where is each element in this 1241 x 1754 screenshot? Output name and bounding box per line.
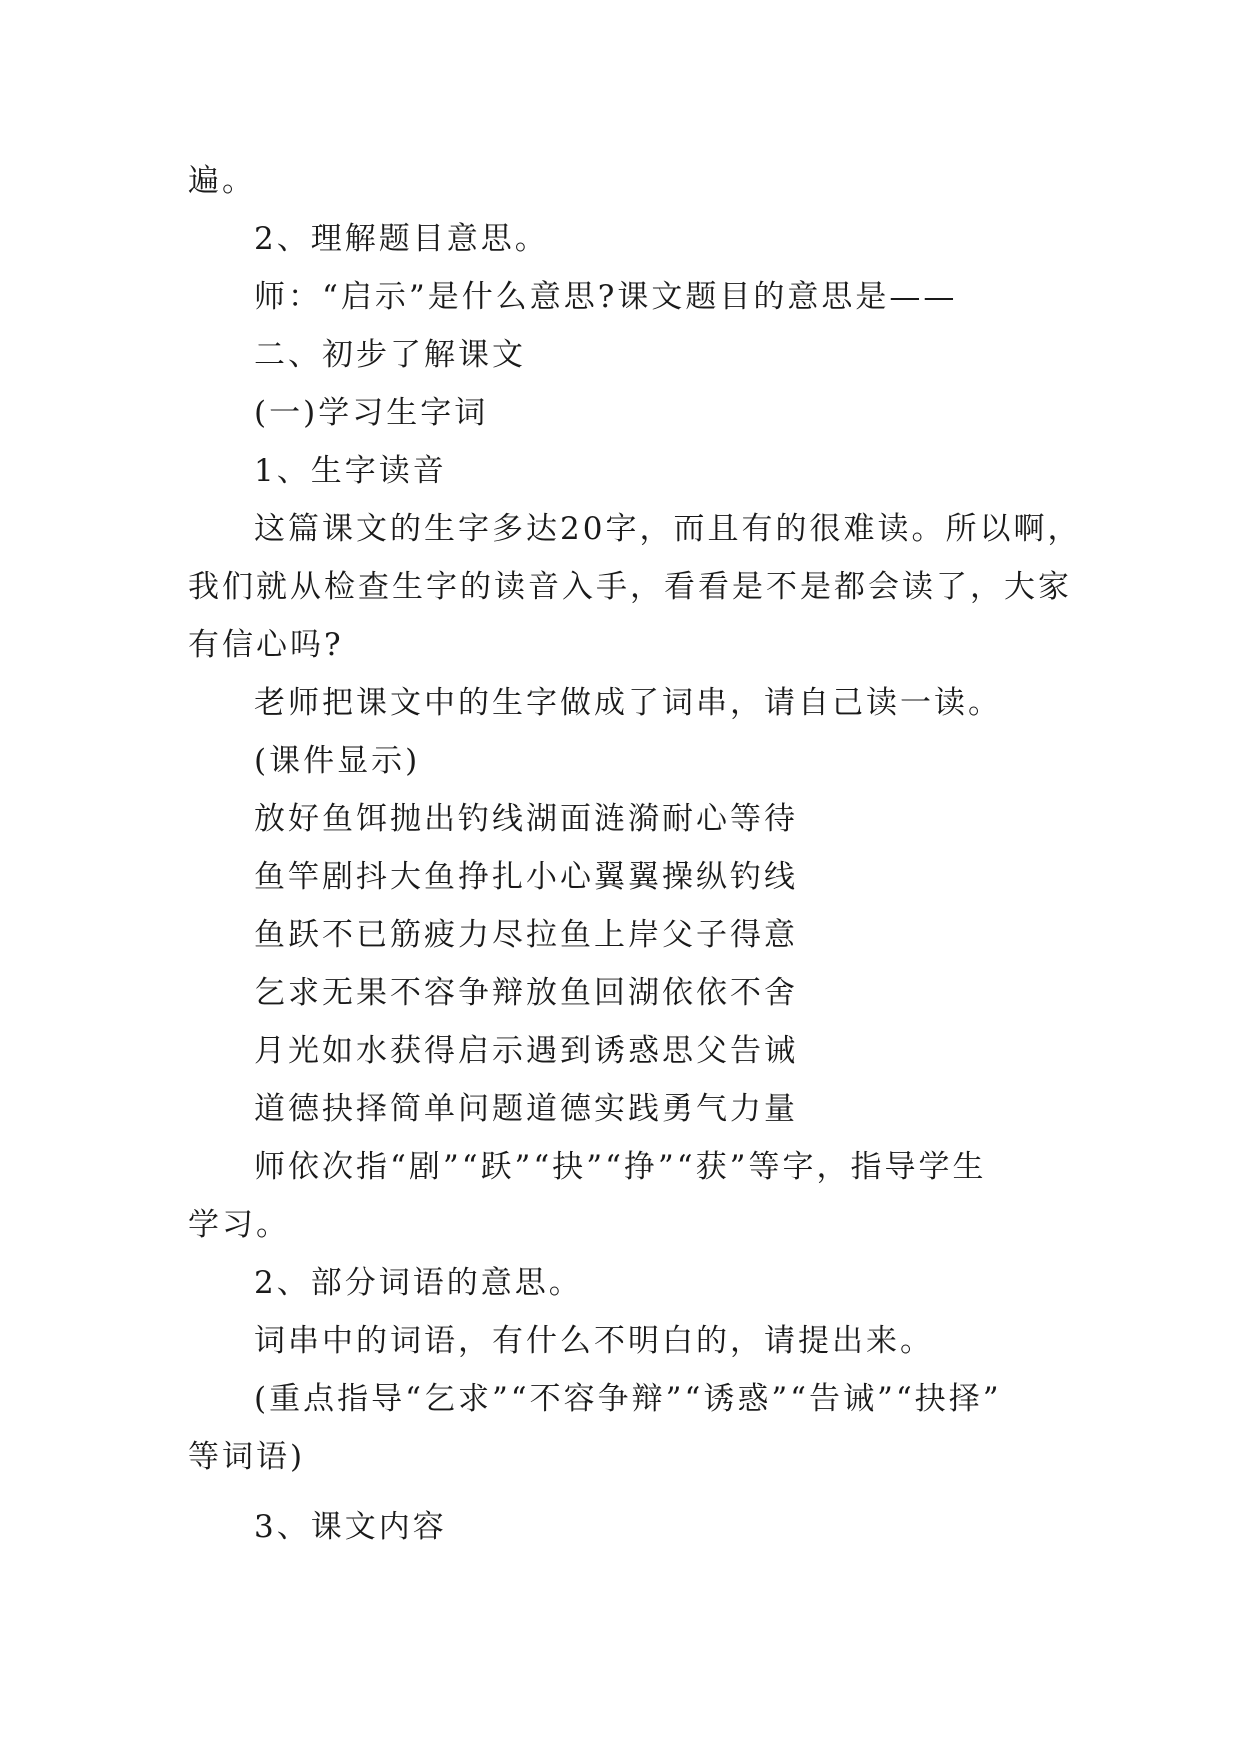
item-heading: 2、部分词语的意思。	[254, 1265, 583, 1301]
paragraph-line: 遍。	[188, 163, 256, 199]
paragraph-line: 词串中的词语，有什么不明白的，请提出来。	[254, 1323, 934, 1359]
paragraph-line: 老师把课文中的生字做成了词串，请自己读一读。	[254, 685, 1002, 721]
paragraph-line: 这篇课文的生字多达20字，而且有的很难读。所以啊，	[254, 511, 1082, 547]
paragraph-line: (重点指导“乞求”“不容争辩”“诱惑”“告诫”“抉择”	[254, 1381, 1002, 1417]
paragraph-line: 师依次指“剧”“跃”“抉”“挣”“获”等字，指导学生	[254, 1149, 987, 1185]
document-body	[188, 152, 1082, 1556]
subsection-heading: (一)学习生字词	[254, 395, 489, 431]
item-heading: 1、生字读音	[254, 453, 447, 489]
section-heading: 二、初步了解课文	[254, 337, 526, 373]
paragraph-line: 学习。	[188, 1207, 290, 1243]
paragraph-line: 有信心吗?	[188, 627, 344, 663]
word-string-line: 放好鱼饵抛出钓线湖面涟漪耐心等待	[254, 801, 798, 837]
item-heading: 3、课文内容	[254, 1509, 447, 1545]
word-string-line: 鱼跃不已筋疲力尽拉鱼上岸父子得意	[254, 917, 798, 953]
paragraph-line: 2、理解题目意思。	[254, 221, 549, 257]
word-string-line: 鱼竿剧抖大鱼挣扎小心翼翼操纵钓线	[254, 859, 798, 895]
paragraph-line: (课件显示)	[254, 743, 421, 779]
word-string-line: 道德抉择简单问题道德实践勇气力量	[254, 1091, 798, 1127]
word-string-line: 乞求无果不容争辩放鱼回湖依依不舍	[254, 975, 798, 1011]
word-string-line: 月光如水获得启示遇到诱惑思父告诫	[254, 1033, 798, 1069]
paragraph-line: 师：“启示”是什么意思?课文题目的意思是——	[254, 279, 958, 315]
paragraph-line: 我们就从检查生字的读音入手，看看是不是都会读了，大家	[188, 569, 1072, 605]
paragraph-line: 等词语)	[188, 1439, 306, 1475]
